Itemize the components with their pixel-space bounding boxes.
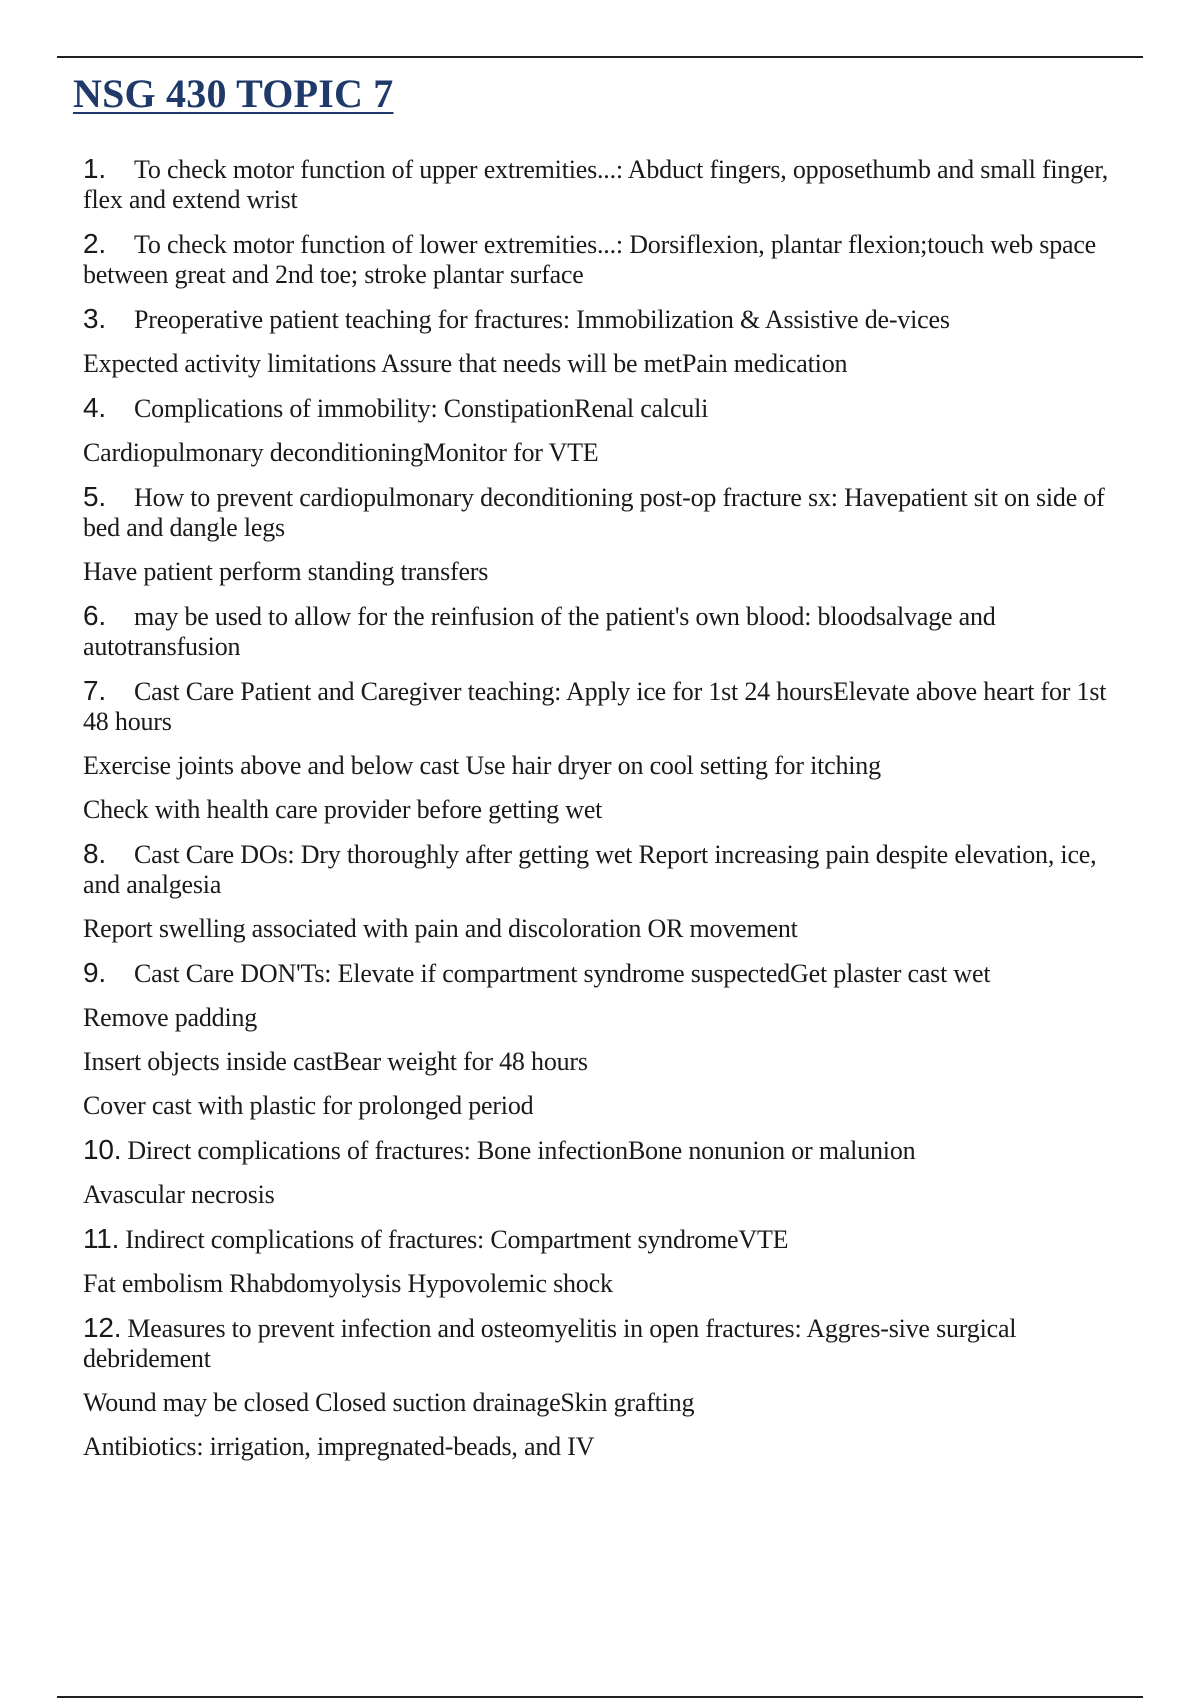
question-item [83, 482, 1133, 543]
answer-continuation: Have patient perform standing transfers [83, 557, 489, 586]
question-list [83, 154, 1133, 1476]
question-text: How to prevent cardiopulmonary deconditioning post-op fracture sx: Havepatient sit on side of bed and dangle legs [83, 483, 1105, 542]
question-number: 5. [83, 481, 106, 512]
question-number: 12. [83, 1312, 122, 1343]
answer-continuation: Cover cast with plastic for prolonged period [83, 1091, 534, 1120]
answer-continuation: Check with health care provider before getting wet [83, 795, 603, 824]
answer-continuation: Wound may be closed Closed suction drainageSkin grafting [83, 1388, 695, 1417]
question-text: Cast Care Patient and Caregiver teaching: Apply ice for 1st 24 hoursElevate above heart for 1st 48 hours [83, 677, 1107, 736]
question-number: 1. [83, 153, 106, 184]
bottom-rule [57, 1696, 1143, 1698]
question-item [83, 839, 1133, 900]
question-text: To check motor function of upper extremities...: Abduct fingers, opposethumb and small finger, flex and extend wrist [83, 155, 1109, 214]
answer-continuation: Insert objects inside castBear weight for 48 hours [83, 1047, 588, 1076]
question-number: 7. [83, 675, 106, 706]
question-item [83, 1135, 1133, 1166]
question-number: 3. [83, 303, 106, 334]
answer-continuation: Antibiotics: irrigation, impregnated-beads, and IV [83, 1432, 595, 1461]
question-number: 10. [83, 1134, 122, 1165]
answer-continuation: Avascular necrosis [83, 1180, 275, 1209]
question-item [83, 958, 1133, 989]
question-text: may be used to allow for the reinfusion of the patient's own blood: bloodsalvage and autotransfusion [83, 602, 996, 661]
question-number: 6. [83, 600, 106, 631]
question-number: 2. [83, 228, 106, 259]
question-item [83, 304, 1133, 335]
question-item [83, 676, 1133, 737]
question-item [83, 601, 1133, 662]
question-number: 11. [83, 1223, 120, 1254]
question-text: Direct complications of fractures: Bone infectionBone nonunion or malunion [127, 1136, 916, 1165]
answer-continuation: Cardiopulmonary deconditioningMonitor for VTE [83, 438, 599, 467]
answer-continuation: Fat embolism Rhabdomyolysis Hypovolemic shock [83, 1269, 613, 1298]
question-text: Measures to prevent infection and osteomyelitis in open fractures: Aggres-sive surgical debridement [83, 1314, 1017, 1373]
page-title: NSG 430 TOPIC 7 [73, 71, 394, 116]
question-text: Indirect complications of fractures: Compartment syndromeVTE [125, 1225, 789, 1254]
question-text: To check motor function of lower extremities...: Dorsiflexion, plantar flexion;touch web space between great and 2nd toe; stroke plantar surface [83, 230, 1097, 289]
question-text: Complications of immobility: ConstipationRenal calculi [134, 394, 709, 423]
question-text: Cast Care DON'Ts: Elevate if compartment syndrome suspectedGet plaster cast wet [134, 959, 991, 988]
answer-continuation: Report swelling associated with pain and discoloration OR movement [83, 914, 798, 943]
question-item [83, 393, 1133, 424]
question-item [83, 1224, 1133, 1255]
top-rule [57, 56, 1143, 58]
question-text: Preoperative patient teaching for fractures: Immobilization & Assistive de-vices [134, 305, 950, 334]
answer-continuation: Remove padding [83, 1003, 258, 1032]
question-number: 8. [83, 838, 106, 869]
question-text: Cast Care DOs: Dry thoroughly after getting wet Report increasing pain despite elevation, ice, and analgesia [83, 840, 1097, 899]
question-item [83, 154, 1133, 215]
question-number: 4. [83, 392, 106, 423]
answer-continuation: Exercise joints above and below cast Use hair dryer on cool setting for itching [83, 751, 881, 780]
question-item [83, 1313, 1133, 1374]
question-item [83, 229, 1133, 290]
question-number: 9. [83, 957, 106, 988]
answer-continuation: Expected activity limitations Assure that needs will be metPain medication [83, 349, 848, 378]
